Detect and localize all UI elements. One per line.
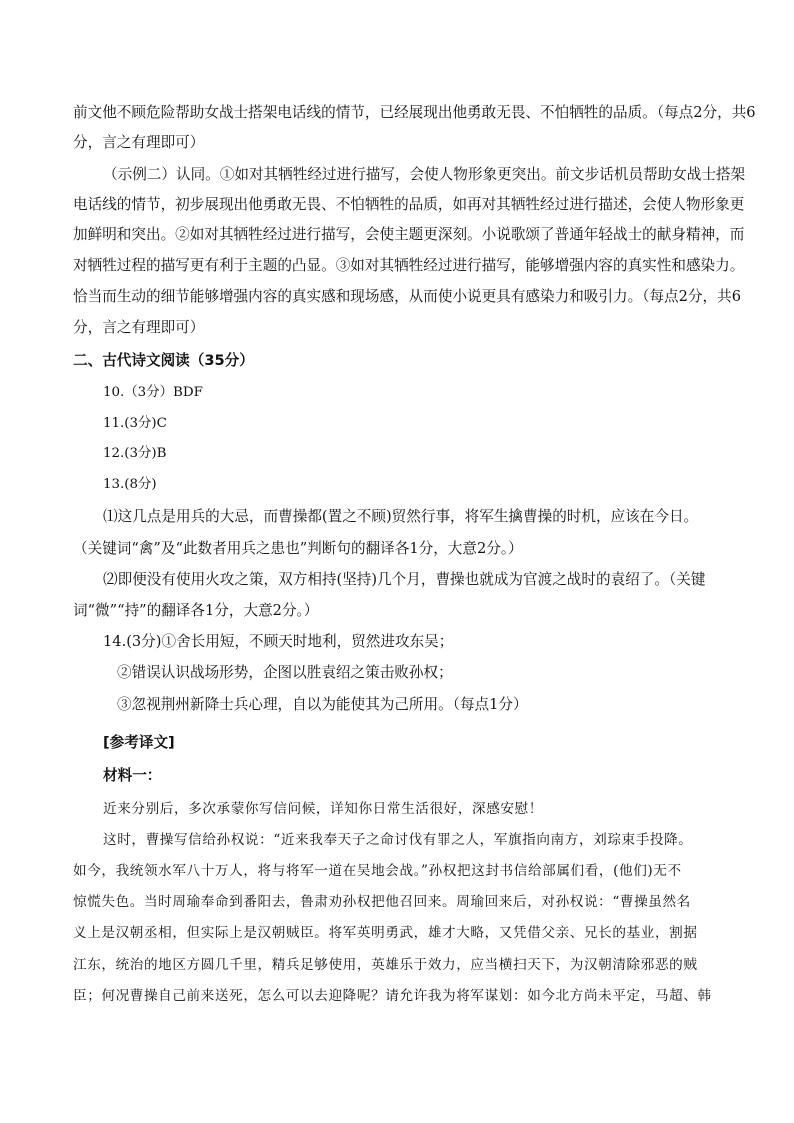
answer-q13-1-line-1: ⑴这几点是用兵的大忌，而曹操都(置之不顾)贸然行事，将军生擒曹操的时机，应该在今日。 <box>103 508 699 525</box>
translation-line-4: 惊慌失色。当时周瑜奉命到番阳去，鲁肃劝孙权把他召回来。周瑜回来后，对孙权说：“曹操虽然名 <box>73 894 691 910</box>
answer9-line-1: 前文他不顾危险帮助女战士搭架电话线的情节，已经展现出他勇敢无畏、不怕牺牲的品质。（每点2分，共6 <box>73 104 756 121</box>
answer-q12: 12.(3分)B <box>103 446 167 461</box>
section-heading-ancient-poetry: 二、古代诗文阅读（35分） <box>73 352 254 369</box>
translation-line-6: 江东，统治的地区方圆几千里，精兵足够使用，英雄乐于效力，应当横扫天下，为汉朝清除邪恶的贼 <box>73 957 698 973</box>
translation-line-3: 如今，我统领水军八十万人，将与将军一道在吴地会战。”孙权把这封书信给部属们看，(他们)无不 <box>73 863 682 879</box>
answer-q13-2-line-2: 词“微”“持”的翻译各1分，大意2分。） <box>73 602 319 619</box>
example2-line-1: （示例二）认同。①如对其牺牲经过进行描写，会使人物形象更突出。前文步话机员帮助女战士搭架 <box>103 166 746 183</box>
translation-line-5: 义上是汉朝丞相，但实际上是汉朝贼臣。将军英明勇武，雄才大略，又凭借父亲、兄长的基业，割据 <box>73 925 698 941</box>
example2-line-3: 加鲜明和突出。②如对其牺牲经过进行描写，会使主题更深刻。小说歌颂了普通年轻战士的献身精神，而 <box>73 226 745 243</box>
material-one-label: 材料一： <box>103 767 162 784</box>
answer-q14-point-2: ②错误认识战场形势，企图以胜袁绍之策击败孙权； <box>117 664 453 681</box>
answer-q10: 10.（3分）BDF <box>103 385 203 400</box>
answer-q13-header: 13.(8分) <box>103 477 157 492</box>
answer-q11: 11.(3分)C <box>103 416 167 431</box>
example2-line-5: 恰当而生动的细节能够增强内容的真实感和现场感，从而使小说更具有感染力和吸引力。（每点2分，共6 <box>73 288 741 305</box>
example2-line-6: 分，言之有理即可） <box>73 319 205 336</box>
translation-line-1: 近来分别后，多次承蒙你写信问候，详知你日常生活很好，深感安慰！ <box>103 801 544 817</box>
translation-line-2: 这时，曹操写信给孙权说：“近来我奉天子之命讨伐有罪之人，军旗指向南方，刘琮束手投降。 <box>103 832 693 848</box>
answer-q13-1-line-2: （关键词“禽”及“此数者用兵之患也”判断句的翻译各1分，大意2分。） <box>73 540 523 557</box>
answer-q14-point-3: ③忽视荆州新降士兵心理，自以为能使其为己所用。（每点1分） <box>117 696 528 713</box>
example2-line-4: 对牺牲过程的描写更有利于主题的凸显。③如对其牺牲经过进行描写，能够增强内容的真实性和感染力。 <box>73 257 745 274</box>
reference-translation-heading: [参考译文] <box>103 734 175 751</box>
answer-q14-point-1: 14.(3分)①舍长用短，不顾天时地利，贸然进攻东吴； <box>103 633 454 650</box>
translation-line-7: 臣；何况曹操自己前来送死，怎么可以去迎降呢？请允许我为将军谋划：如今北方尚未平定，马超、韩 <box>73 988 712 1004</box>
example2-line-2: 电话线的情节，初步展现出他勇敢无畏、不怕牺牲的品质，如再对其牺牲经过进行描述，会使人物形象更 <box>73 196 745 213</box>
answer9-line-2: 分，言之有理即可） <box>73 134 205 151</box>
answer-q13-2-line-1: ⑵即便没有使用火攻之策，双方相持(坚持)几个月，曹操也就成为官渡之战时的袁绍了。（关键 <box>103 571 706 588</box>
